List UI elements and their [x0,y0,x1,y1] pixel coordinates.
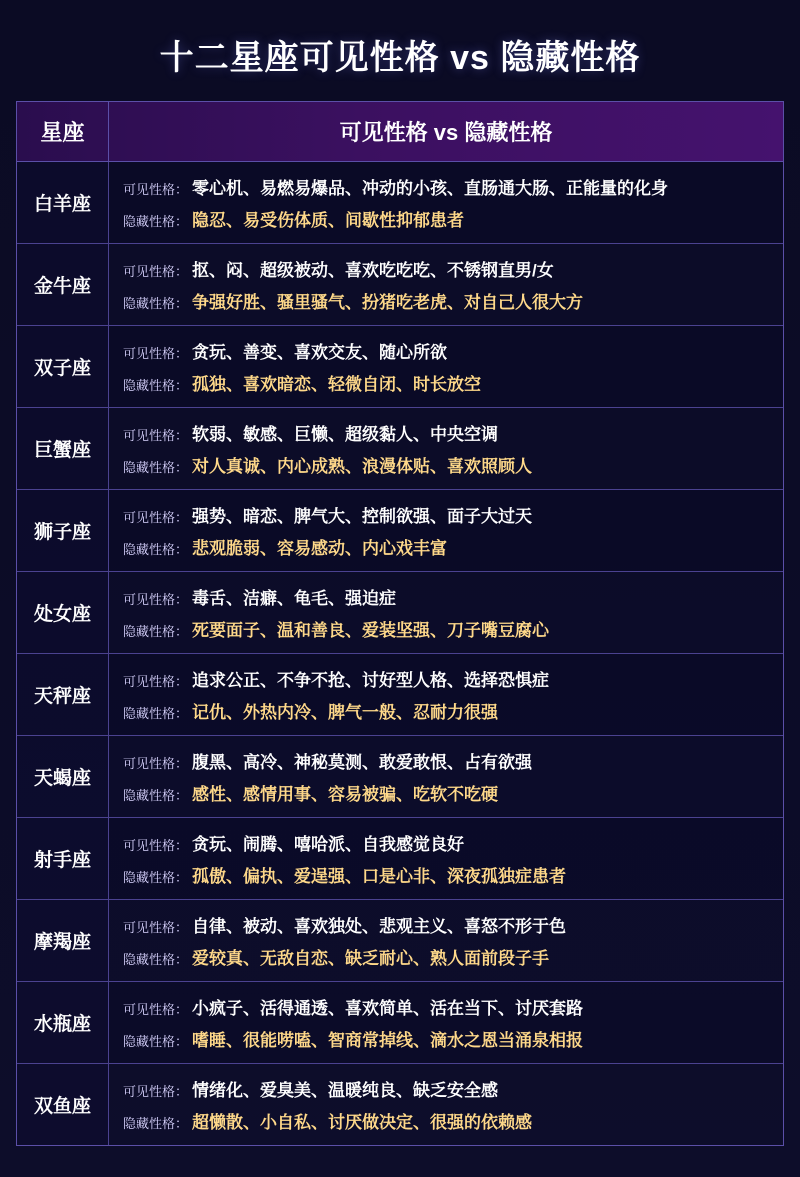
traits-cell [109,408,783,489]
visible-traits-label: 可见性格： [123,838,189,853]
visible-traits-line [123,338,773,363]
hidden-traits-value: 孤傲、偏执、爱逞强、口是心非、深夜孤独症患者 [192,867,567,886]
visible-traits-line [123,748,773,773]
visible-traits-value: 贪玩、善变、喜欢交友、随心所欲 [192,343,448,362]
sign-name: 巨蟹座 [17,408,109,489]
hidden-traits-value: 死要面子、温和善良、爱装坚强、刀子嘴豆腐心 [192,621,550,640]
visible-traits-value: 贪玩、闹腾、嘻哈派、自我感觉良好 [192,835,465,854]
hidden-traits-value: 悲观脆弱、容易感动、内心戏丰富 [192,539,448,558]
traits-cell [109,326,783,407]
hidden-traits-line [123,1108,773,1133]
table-header-row [17,102,783,162]
hidden-traits-label: 隐藏性格： [123,1034,189,1049]
visible-traits-label: 可见性格： [123,592,189,607]
visible-traits-line [123,174,773,199]
hidden-traits-line [123,452,773,477]
visible-traits-label: 可见性格： [123,920,189,935]
hidden-traits-label: 隐藏性格： [123,706,189,721]
table-row [17,244,783,326]
sign-name: 处女座 [17,572,109,653]
visible-traits-line [123,502,773,527]
hidden-traits-label: 隐藏性格： [123,624,189,639]
hidden-traits-line [123,288,773,313]
hidden-traits-label: 隐藏性格： [123,952,189,967]
traits-cell [109,244,783,325]
hidden-traits-value: 争强好胜、骚里骚气、扮猪吃老虎、对自己人很大方 [192,293,584,312]
visible-traits-value: 抠、闷、超级被动、喜欢吃吃吃、不锈钢直男/女 [192,261,554,280]
column-header-description: 可见性格 vs 隐藏性格 [339,120,553,145]
visible-traits-label: 可见性格： [123,756,189,771]
visible-traits-value: 情绪化、爱臭美、温暖纯良、缺乏安全感 [192,1081,499,1100]
hidden-traits-label: 隐藏性格： [123,1116,189,1131]
table-row [17,408,783,490]
visible-traits-line [123,830,773,855]
visible-traits-value: 零心机、易燃易爆品、冲动的小孩、直肠通大肠、正能量的化身 [192,179,669,198]
table-row [17,326,783,408]
visible-traits-line [123,256,773,281]
hidden-traits-line [123,944,773,969]
hidden-traits-label: 隐藏性格： [123,788,189,803]
hidden-traits-line [123,206,773,231]
visible-traits-label: 可见性格： [123,510,189,525]
visible-traits-label: 可见性格： [123,182,189,197]
visible-traits-value: 软弱、敏感、巨懒、超级黏人、中央空调 [192,425,499,444]
hidden-traits-line [123,370,773,395]
table-row [17,490,783,572]
visible-traits-label: 可见性格： [123,674,189,689]
zodiac-table [16,101,784,1146]
visible-traits-line [123,584,773,609]
hidden-traits-value: 超懒散、小自私、讨厌做决定、很强的依赖感 [192,1113,533,1132]
sign-name: 天蝎座 [17,736,109,817]
hidden-traits-value: 嗜睡、很能唠嗑、智商常掉线、滴水之恩当涌泉相报 [192,1031,584,1050]
traits-cell [109,736,783,817]
visible-traits-label: 可见性格： [123,428,189,443]
hidden-traits-line [123,780,773,805]
hidden-traits-label: 隐藏性格： [123,214,189,229]
sign-name: 白羊座 [17,162,109,243]
sign-name: 双鱼座 [17,1064,109,1145]
hidden-traits-label: 隐藏性格： [123,296,189,311]
hidden-traits-line [123,862,773,887]
visible-traits-value: 小疯子、活得通透、喜欢简单、活在当下、讨厌套路 [192,999,584,1018]
sign-name: 天秤座 [17,654,109,735]
hidden-traits-value: 感性、感情用事、容易被骗、吃软不吃硬 [192,785,499,804]
sign-name: 金牛座 [17,244,109,325]
sign-name: 狮子座 [17,490,109,571]
hidden-traits-line [123,1026,773,1051]
table-row [17,162,783,244]
traits-cell [109,818,783,899]
visible-traits-value: 强势、暗恋、脾气大、控制欲强、面子大过天 [192,507,533,526]
hidden-traits-label: 隐藏性格： [123,460,189,475]
hidden-traits-value: 对人真诚、内心成熟、浪漫体贴、喜欢照顾人 [192,457,533,476]
table-row [17,736,783,818]
hidden-traits-label: 隐藏性格： [123,542,189,557]
column-header-sign: 星座 [17,102,109,161]
sign-name: 双子座 [17,326,109,407]
visible-traits-label: 可见性格： [123,346,189,361]
table-row [17,900,783,982]
table-row [17,654,783,736]
traits-cell [109,654,783,735]
table-row [17,572,783,654]
sign-name: 摩羯座 [17,900,109,981]
visible-traits-value: 腹黑、高冷、神秘莫测、敢爱敢恨、占有欲强 [192,753,533,772]
visible-traits-line [123,420,773,445]
page-title: 十二星座可见性格 vs 隐藏性格 [159,39,641,77]
hidden-traits-value: 记仇、外热内冷、脾气一般、忍耐力很强 [192,703,499,722]
visible-traits-label: 可见性格： [123,1002,189,1017]
table-row [17,1064,783,1145]
hidden-traits-value: 孤独、喜欢暗恋、轻微自闭、时长放空 [192,375,482,394]
visible-traits-line [123,912,773,937]
hidden-traits-label: 隐藏性格： [123,378,189,393]
sign-name: 射手座 [17,818,109,899]
hidden-traits-value: 爱较真、无敌自恋、缺乏耐心、熟人面前段子手 [192,949,550,968]
traits-cell [109,572,783,653]
hidden-traits-line [123,698,773,723]
traits-cell [109,162,783,243]
visible-traits-label: 可见性格： [123,1084,189,1099]
visible-traits-line [123,1076,773,1101]
hidden-traits-label: 隐藏性格： [123,870,189,885]
hidden-traits-value: 隐忍、易受伤体质、间歇性抑郁患者 [192,211,465,230]
visible-traits-line [123,994,773,1019]
table-row [17,818,783,900]
traits-cell [109,1064,783,1145]
traits-cell [109,982,783,1063]
visible-traits-line [123,666,773,691]
visible-traits-value: 追求公正、不争不抢、讨好型人格、选择恐惧症 [192,671,550,690]
visible-traits-value: 自律、被动、喜欢独处、悲观主义、喜怒不形于色 [192,917,567,936]
visible-traits-label: 可见性格： [123,264,189,279]
traits-cell [109,490,783,571]
hidden-traits-line [123,616,773,641]
sign-name: 水瓶座 [17,982,109,1063]
traits-cell [109,900,783,981]
table-row [17,982,783,1064]
hidden-traits-line [123,534,773,559]
visible-traits-value: 毒舌、洁癖、龟毛、强迫症 [192,589,397,608]
